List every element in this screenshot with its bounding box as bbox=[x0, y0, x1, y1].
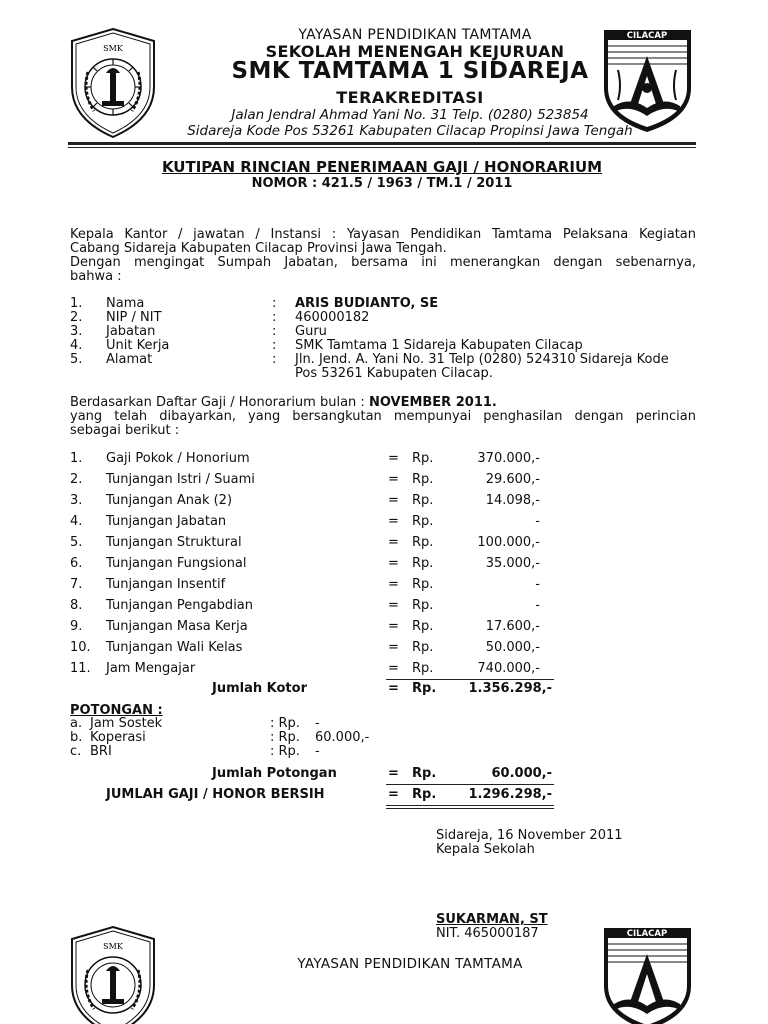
employee-name: ARIS BUDIANTO, SE bbox=[295, 296, 439, 311]
smk-logo-footer bbox=[68, 925, 158, 1024]
income-currency: Rp. bbox=[412, 451, 434, 466]
income-amount: - bbox=[535, 577, 540, 592]
net-amount: 1.296.298,- bbox=[468, 787, 552, 802]
income-row bbox=[70, 658, 570, 679]
pay-month: NOVEMBER 2011. bbox=[368, 395, 497, 410]
income-row bbox=[70, 532, 570, 553]
income-currency: Rp. bbox=[412, 619, 434, 634]
school-type: SEKOLAH MENENGAH KEJURUAN bbox=[265, 42, 565, 61]
signer-role: Kepala Sekolah bbox=[436, 842, 535, 857]
income-label: Tunjangan Istri / Suami bbox=[106, 472, 255, 487]
income-no: 4. bbox=[70, 514, 83, 529]
gross-total-row: Jumlah Kotor = Rp. 1.356.298,- bbox=[70, 678, 570, 699]
gross-amount: 1.356.298,- bbox=[468, 681, 552, 696]
income-no: 5. bbox=[70, 535, 83, 550]
header-rule-thick bbox=[68, 142, 696, 145]
income-currency: Rp. bbox=[412, 472, 434, 487]
income-amount: 740.000,- bbox=[477, 661, 540, 676]
income-label: Tunjangan Jabatan bbox=[106, 514, 227, 529]
net-total-row: JUMLAH GAJI / HONOR BERSIH = Rp. 1.296.298,- bbox=[70, 784, 570, 805]
income-currency: Rp. bbox=[412, 640, 434, 655]
signer-nit: NIT. 465000187 bbox=[436, 926, 539, 941]
income-eq: = bbox=[388, 577, 399, 592]
footer-foundation: YAYASAN PENDIDIKAN TAMTAMA bbox=[297, 956, 523, 972]
income-eq: = bbox=[388, 472, 399, 487]
income-currency: Rp. bbox=[412, 598, 434, 613]
income-row bbox=[70, 595, 570, 616]
income-no: 11. bbox=[70, 661, 91, 676]
income-label: Tunjangan Struktural bbox=[106, 535, 242, 550]
place-date: Sidareja, 16 November 2011 bbox=[436, 828, 623, 843]
sum-rule bbox=[386, 805, 554, 806]
identity-row: 4. Unit Kerja : SMK Tamtama 1 Sidareja Kabupaten Cilacap bbox=[70, 338, 583, 353]
deduction-row: a. Jam Sostek : Rp. - bbox=[70, 716, 320, 731]
basis-line-2: yang telah dibayarkan, yang bersangkutan mempunyai penghasilan dengan perincian bbox=[70, 409, 696, 424]
deduction-row: b. Koperasi : Rp. 60.000,- bbox=[70, 730, 370, 745]
income-row bbox=[70, 637, 570, 658]
income-amount: - bbox=[535, 598, 540, 613]
intro-line-4: bahwa : bbox=[70, 269, 122, 284]
income-amount: 35.000,- bbox=[485, 556, 540, 571]
identity-row: 1. Nama : ARIS BUDIANTO, SE bbox=[70, 296, 439, 311]
intro-line-2: Cabang Sidareja Kabupaten Cilacap Provinsi Jawa Tengah. bbox=[70, 241, 447, 256]
income-row bbox=[70, 553, 570, 574]
identity-row: 5. Alamat : Jln. Jend. A. Yani No. 31 Telp (0280) 524310 Sidareja Kode bbox=[70, 352, 669, 367]
school-name: SMK TAMTAMA 1 SIDAREJA bbox=[231, 58, 589, 84]
svg-text:CILACAP: CILACAP bbox=[626, 929, 668, 939]
income-amount: - bbox=[535, 514, 540, 529]
income-label: Gaji Pokok / Honorium bbox=[106, 451, 250, 466]
income-eq: = bbox=[388, 514, 399, 529]
income-label: Jam Mengajar bbox=[106, 661, 196, 676]
address-line-1: Jalan Jendral Ahmad Yani No. 31 Telp. (0280) 523854 bbox=[231, 107, 589, 123]
svg-text:CILACAP: CILACAP bbox=[626, 31, 668, 41]
sum-rule bbox=[386, 679, 554, 680]
svg-text:SMK: SMK bbox=[103, 44, 123, 53]
income-label: Tunjangan Anak (2) bbox=[106, 493, 233, 508]
income-amount: 14.098,- bbox=[485, 493, 540, 508]
income-amount: 50.000,- bbox=[485, 640, 540, 655]
income-amount: 29.600,- bbox=[485, 472, 540, 487]
deduction-row: c. BRI : Rp. - bbox=[70, 744, 320, 759]
intro-line-3: Dengan mengingat Sumpah Jabatan, bersama ini menerangkan dengan sebenarnya, bbox=[70, 255, 696, 270]
smk-logo bbox=[68, 27, 158, 139]
income-label: Tunjangan Insentif bbox=[106, 577, 226, 592]
svg-text:SMK: SMK bbox=[103, 942, 123, 951]
income-row bbox=[70, 490, 570, 511]
document-number: NOMOR : 421.5 / 1963 / TM.1 / 2011 bbox=[251, 176, 513, 191]
address-line-2: Sidareja Kode Pos 53261 Kabupaten Cilacap Propinsi Jawa Tengah bbox=[187, 123, 633, 139]
income-no: 6. bbox=[70, 556, 83, 571]
income-currency: Rp. bbox=[412, 535, 434, 550]
income-no: 1. bbox=[70, 451, 83, 466]
income-eq: = bbox=[388, 598, 399, 613]
total-deduction-row: Jumlah Potongan = Rp. 60.000,- bbox=[70, 763, 570, 784]
signer-name: SUKARMAN, ST bbox=[436, 912, 548, 927]
income-label: Tunjangan Masa Kerja bbox=[106, 619, 248, 634]
income-amount: 17.600,- bbox=[485, 619, 540, 634]
income-currency: Rp. bbox=[412, 661, 434, 676]
income-label: Tunjangan Pengabdian bbox=[106, 598, 254, 613]
identity-row: 2. NIP / NIT : 460000182 bbox=[70, 310, 370, 325]
income-row bbox=[70, 511, 570, 532]
income-amount: 370.000,- bbox=[477, 451, 540, 466]
income-no: 8. bbox=[70, 598, 83, 613]
income-no: 9. bbox=[70, 619, 83, 634]
deductions-heading: POTONGAN : bbox=[70, 703, 163, 718]
accreditation: TERAKREDITASI bbox=[336, 88, 484, 107]
income-currency: Rp. bbox=[412, 556, 434, 571]
basis-line-1: Berdasarkan Daftar Gaji / Honorarium bulan : NOVEMBER 2011. bbox=[70, 395, 497, 410]
income-eq: = bbox=[388, 556, 399, 571]
sum-rule-double bbox=[386, 808, 554, 809]
income-eq: = bbox=[388, 451, 399, 466]
income-amount: 100.000,- bbox=[477, 535, 540, 550]
income-eq: = bbox=[388, 640, 399, 655]
total-deduction-amount: 60.000,- bbox=[491, 766, 552, 781]
income-currency: Rp. bbox=[412, 493, 434, 508]
income-no: 7. bbox=[70, 577, 83, 592]
income-currency: Rp. bbox=[412, 514, 434, 529]
income-eq: = bbox=[388, 535, 399, 550]
income-label: Tunjangan Fungsional bbox=[106, 556, 247, 571]
income-no: 2. bbox=[70, 472, 83, 487]
income-no: 10. bbox=[70, 640, 91, 655]
document-title: KUTIPAN RINCIAN PENERIMAAN GAJI / HONORARIUM bbox=[161, 158, 603, 176]
income-row bbox=[70, 574, 570, 595]
foundation-name: YAYASAN PENDIDIKAN TAMTAMA bbox=[298, 27, 532, 43]
intro-line-1: Kepala Kantor / jawatan / Instansi : Yayasan Pendidikan Tamtama Pelaksana Kegiatan bbox=[70, 227, 696, 242]
income-eq: = bbox=[388, 661, 399, 676]
income-row bbox=[70, 448, 570, 469]
cilacap-logo-footer bbox=[600, 924, 695, 1024]
header-rule-thin bbox=[68, 147, 696, 148]
income-no: 3. bbox=[70, 493, 83, 508]
income-row bbox=[70, 616, 570, 637]
income-currency: Rp. bbox=[412, 577, 434, 592]
income-eq: = bbox=[388, 493, 399, 508]
identity-row-continued: Pos 53261 Kabupaten Cilacap. bbox=[295, 366, 493, 381]
income-eq: = bbox=[388, 619, 399, 634]
income-label: Tunjangan Wali Kelas bbox=[106, 640, 243, 655]
identity-row: 3. Jabatan : Guru bbox=[70, 324, 327, 339]
income-row bbox=[70, 469, 570, 490]
basis-line-3: sebagai berikut : bbox=[70, 423, 180, 438]
